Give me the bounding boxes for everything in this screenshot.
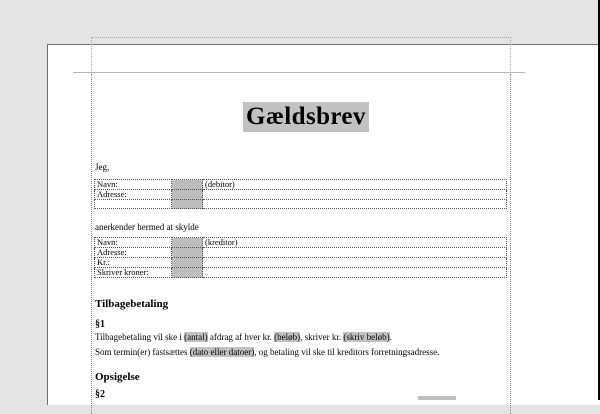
debtor-extra-field[interactable] (172, 200, 203, 209)
section1-number[interactable]: §1 (95, 319, 105, 330)
line1-text-d: . (389, 332, 392, 342)
line1-text-c: , skriver kr. (300, 332, 344, 342)
intro-text[interactable]: Jeg, (95, 162, 110, 172)
table-row (95, 190, 507, 200)
creditor-amount-words-note (203, 268, 507, 278)
field-shade-fragment (418, 396, 456, 400)
table-row (95, 258, 507, 268)
beloeb-field[interactable]: (beløb) (274, 332, 301, 342)
debtor-address-label: Adresse: (95, 190, 172, 200)
debtor-extra-label (95, 200, 172, 209)
debtor-extra-note (203, 200, 507, 209)
creditor-amount-field[interactable] (172, 258, 203, 268)
creditor-amount-note (203, 258, 507, 268)
creditor-name-field[interactable] (172, 238, 203, 248)
antal-field[interactable]: (antal) (184, 332, 208, 342)
acknowledge-text[interactable]: anerkender hermed at skylde (95, 222, 199, 232)
creditor-amount-words-field[interactable] (172, 268, 203, 278)
table-row (95, 248, 507, 258)
creditor-address-field[interactable] (172, 248, 203, 258)
table-row (95, 238, 507, 248)
section1-line1[interactable] (95, 332, 392, 343)
section1-line2[interactable] (95, 347, 439, 358)
margin-guide-line (73, 72, 525, 73)
line2-text-b: , og betaling vil ske til kreditors forretningsadresse. (254, 347, 440, 357)
creditor-address-note (203, 248, 507, 258)
section2-number[interactable]: §2 (95, 389, 105, 400)
creditor-address-label: Adresse: (95, 248, 172, 258)
creditor-amount-label: Kr.: (95, 258, 172, 268)
line1-text-b: afdrag af hver kr. (207, 332, 275, 342)
table-row (95, 180, 507, 190)
debtor-name-field[interactable] (172, 180, 203, 190)
table-row (95, 200, 507, 209)
debtor-address-field[interactable] (172, 190, 203, 200)
creditor-name-label: Navn: (95, 238, 172, 248)
header-area[interactable] (91, 37, 511, 75)
line1-text-a: Tilbagebetaling vil ske i (95, 332, 185, 342)
creditor-name-note: (kreditor) (203, 238, 507, 248)
dato-field[interactable]: (dato eller datoer) (189, 347, 255, 357)
creditor-amount-words-label: Skriver kroner: (95, 268, 172, 278)
document-page (47, 44, 600, 405)
line2-text-a: Som termin(er) fastsættes (95, 347, 190, 357)
debtor-table[interactable] (94, 179, 507, 209)
debtor-name-note: (debitor) (203, 180, 507, 190)
debtor-name-label: Navn: (95, 180, 172, 190)
skriv-beloeb-field[interactable]: (skriv beløb) (343, 332, 390, 342)
debtor-address-note (203, 190, 507, 200)
creditor-table[interactable] (94, 237, 507, 278)
section2-heading[interactable]: Opsigelse (95, 371, 140, 383)
section1-heading[interactable]: Tilbagebetaling (95, 298, 169, 310)
table-row (95, 268, 507, 278)
document-title[interactable]: Gældsbrev (243, 102, 369, 132)
